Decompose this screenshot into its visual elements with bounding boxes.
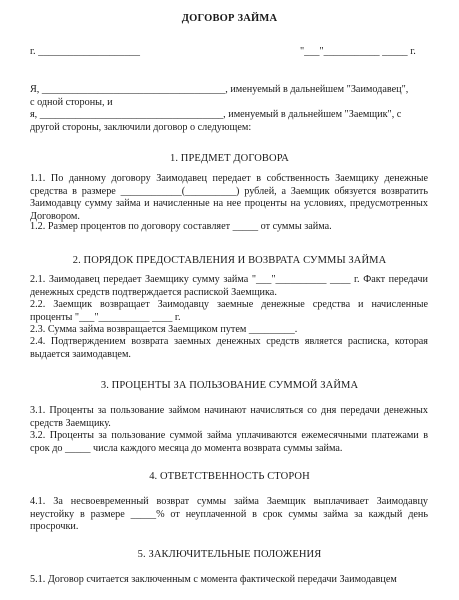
parties-block — [30, 84, 428, 134]
document-title: ДОГОВОР ЗАЙМА — [181, 13, 278, 24]
section-2-heading: 2. ПОРЯДОК ПРЕДОСТАВЛЕНИЯ И ВОЗВРАТА СУММЫ ЗАЙМА — [72, 255, 387, 266]
clause-1-1: 1.1. По данному договору Заимодавец передает в собственность Заемщику денежные средства в размере ____________(__________) рублей, а Заемщик обязуется возвратить Заимодавцу сумму займа и начисленные на нее проценты на условиях, предусмотренных Договором. — [30, 173, 428, 222]
section-3-heading: 3. ПРОЦЕНТЫ ЗА ПОЛЬЗОВАНИЕ СУММОЙ ЗАЙМА — [100, 380, 359, 391]
clause-3-1: 3.1. Проценты за пользование займом начинают начисляться со дня передачи денежных средств Заемщику. — [30, 405, 428, 429]
lender-side: с одной стороны, и — [30, 96, 113, 108]
clause-5-1: 5.1. Договор считается заключенным с момента фактической передачи Заимодавцем — [30, 574, 397, 585]
section-1-heading: 1. ПРЕДМЕТ ДОГОВОРА — [170, 153, 289, 164]
clause-1-2: 1.2. Размер процентов по договору составляет _____ от суммы займа. — [30, 221, 332, 232]
borrower-side: другой стороны, заключили договор о следующем: — [30, 121, 252, 133]
clause-2-4: 2.4. Подтверждением возврата заемных денежных средств является расписка, которая выдается заимодавцем. — [30, 336, 428, 360]
date-field: "___"___________ _____ г. — [300, 46, 416, 57]
clause-2-2: 2.2. Заемщик возвращает Заимодавцу заемные денежные средства и начисленные проценты "___"__________ ____ г. — [30, 299, 428, 323]
section-5-heading: 5. ЗАКЛЮЧИТЕЛЬНЫЕ ПОЛОЖЕНИЯ — [137, 549, 322, 560]
place-field: г. ____________________ — [30, 46, 140, 57]
clause-4-1: 4.1. За несвоевременный возврат суммы займа Заемщик выплачивает Заимодавцу неустойку в размере _____% от неуплаченной в срок суммы займа за каждый день просрочки. — [30, 496, 428, 533]
section-4-heading: 4. ОТВЕТСТВЕННОСТЬ СТОРОН — [149, 471, 310, 482]
lender-line: Я, ____________________________________, именуемый в дальнейшем "Заимодавец", — [30, 84, 409, 95]
clause-2-1: 2.1. Заимодавец передает Заемщику сумму займа "___"__________ ____ г. Факт передачи денежных средств подтверждается распиской Заемщика. — [30, 274, 428, 298]
borrower-line: я, ____________________________________, именуемый в дальнейшем "Заемщик", с — [30, 109, 402, 121]
clause-3-2: 3.2. Проценты за пользование суммой займа уплачиваются ежемесячными платежами в срок до _____ числа каждого месяца до момента возврата суммы займа. — [30, 430, 428, 454]
clause-2-3: 2.3. Сумма займа возвращается Заемщиком путем _________. — [30, 324, 298, 335]
